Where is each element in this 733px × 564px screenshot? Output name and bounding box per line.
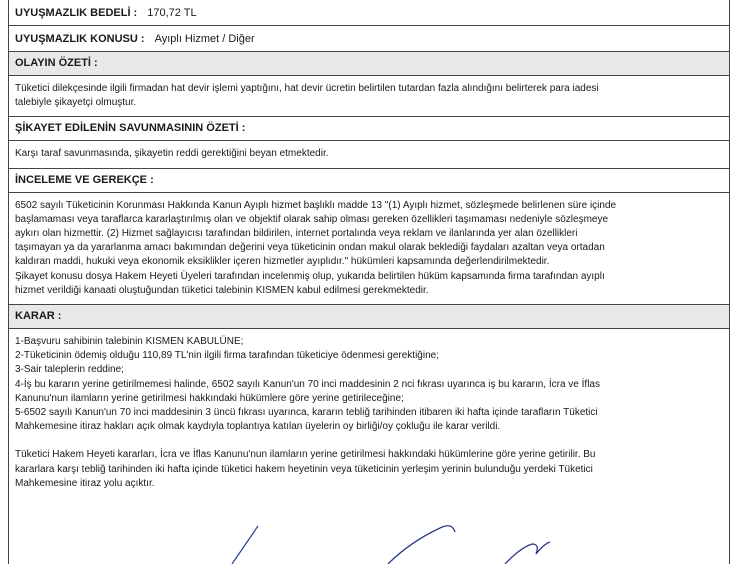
- text-line: başlamaması veya taraflarca kararlaştırılmış olan ve objektif olarak sahip olması gereken özellikleri taşımaması nedeniyle sözleşmeye: [15, 213, 609, 225]
- dispute-amount-label: UYUŞMAZLIK BEDELİ :: [15, 6, 138, 19]
- text-line: taşımayan ya da yararlanma amacı bakımından değerini veya tüketicinin ondan makul olarak beklediği faydaları azaltan veya ortadan: [15, 242, 605, 254]
- text-line: Kanunu'nun ilamların yerine getirilmesi hakkındaki hükümlere göre yerine getirileceğine;: [15, 392, 404, 404]
- text-line: Mahkemesine itiraz hakları açık olmak kaydıyla toplantıya katılan üyelerin oy birliği/oy çokluğu ile karar verildi.: [15, 421, 501, 433]
- text-line: kaldıran maddi, hukuki veya ekonomik eksiklikler içeren hizmetler ayıplıdır." hükümleri kapsamında değerlendirilmektedir.: [15, 256, 550, 268]
- text-line: 3-Sair taleplerin reddine;: [15, 364, 124, 376]
- text-line: 1-Başvuru sahibinin talebinin KISMEN KABULÜNE;: [15, 336, 244, 348]
- dispute-amount-row: [9, 0, 729, 26]
- defense-summary-heading: ŞİKAYET EDİLENİN SAVUNMASININ ÖZETİ :: [9, 117, 729, 141]
- case-summary-body: [9, 76, 729, 117]
- text-line: aykırı olan hizmettir. (2) Hizmet sağlayıcısı tarafından bildirilen, internet portalında veya reklam ve ilanlarında yer alan özellikleri: [15, 228, 578, 240]
- defense-summary-body: [9, 141, 729, 168]
- dispute-amount-value: 170,72 TL: [147, 6, 197, 19]
- text-line: Mahkemesine itiraz yolu açıktır.: [15, 477, 155, 489]
- dispute-subject-label: UYUŞMAZLIK KONUSU :: [15, 32, 145, 45]
- document-page: [8, 0, 730, 564]
- decision-heading: KARAR :: [9, 305, 729, 329]
- dispute-subject-value: Ayıplı Hizmet / Diğer: [154, 32, 255, 45]
- text-line: kararlara karşı tebliğ tarihinden iki hafta içinde tüketici hakem heyetinin veya tüketicinin yerleşim yerinin bulunduğu yerdeki Tüketici: [15, 463, 593, 475]
- dispute-subject-row: [9, 26, 729, 52]
- text-line: 5-6502 sayılı Kanun'un 70 inci maddesinin 3 üncü fıkrası uyarınca, kararın tebliğ tarihinden itibaren iki hafta içinde tarafların Tüketici: [15, 407, 598, 419]
- review-body: [9, 193, 729, 305]
- case-summary-heading: OLAYIN ÖZETİ :: [9, 52, 729, 76]
- text-line: Karşı taraf savunmasında, şikayetin reddi gerektiğini beyan etmektedir.: [15, 148, 329, 160]
- text-line: Tüketici Hakem Heyeti kararları, İcra ve İflas Kanunu'nun ilamların yerine getirilmesi hakkındaki hükümlerine göre yerine getirilir. Bu: [15, 449, 596, 461]
- text-line: Tüketici dilekçesinde ilgili firmadan hat devir işlemi yaptığını, hat devir ücretin belirtilen tutardan fazla alındığını belirterek para iadesi: [15, 83, 599, 94]
- text-line: Şikayet konusu dosya Hakem Heyeti Üyeleri tarafından incelenmiş olup, yukarıda belirtilen hüküm kapsamında firma tarafından ayıplı: [15, 270, 605, 282]
- text-line: talebiyle şikayetçi olmuştur.: [15, 97, 137, 109]
- text-line: 6502 sayılı Tüketicinin Korunması Hakkında Kanun Ayıplı hizmet başlıklı madde 13 "(1) Ayıplı hizmet, sözleşmede belirlenen süre içinde: [15, 199, 617, 211]
- text-line: 4-İş bu kararın yerine getirilmemesi halinde, 6502 sayılı Kanun'un 70 inci maddesinin 2 nci fıkrası uyarınca iş bu kararın, İcra ve İflas: [15, 378, 600, 390]
- decision-body: [9, 329, 729, 497]
- review-heading: İNCELEME VE GEREKÇE :: [9, 169, 729, 193]
- text-line: 2-Tüketicinin ödemiş olduğu 110,89 TL'nin ilgili firma tarafından tüketiciye ödenmesi gerektiğine;: [15, 350, 439, 362]
- text-line: hizmet verildiği kanaati oluştuğundan tüketici talebinin KISMEN kabul edilmesi gerekmektedir.: [15, 284, 429, 296]
